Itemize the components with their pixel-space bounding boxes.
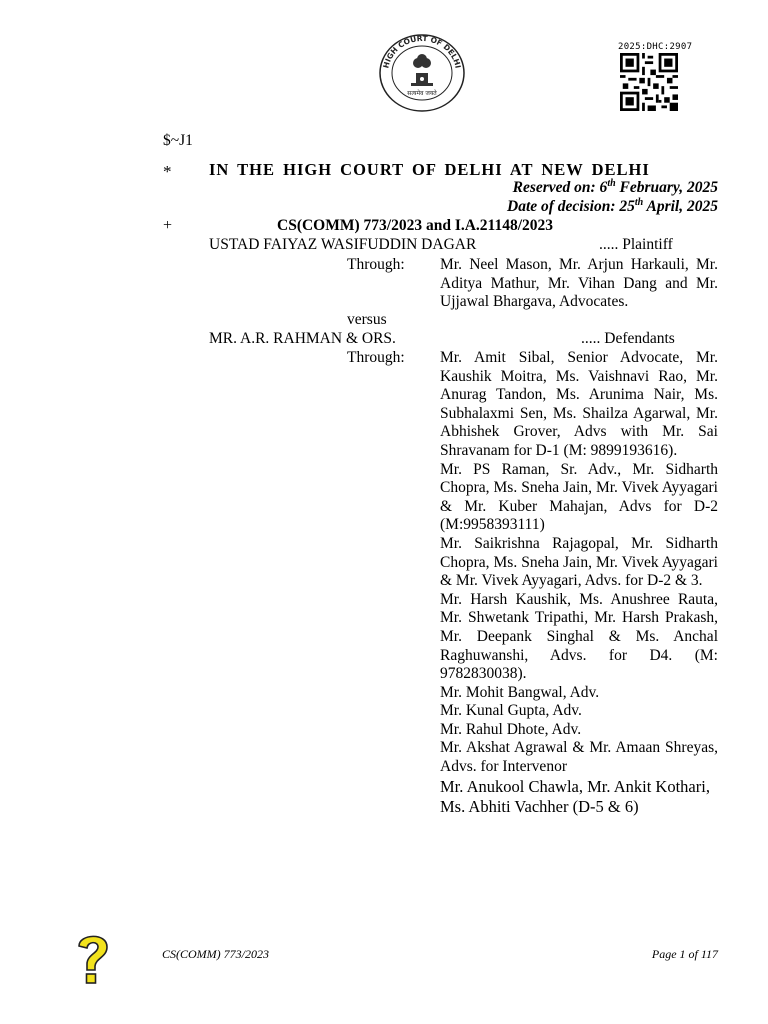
plaintiff-counsel: Mr. Neel Mason, Mr. Arjun Harkauli, Mr. Aditya Mathur, Mr. Vihan Dang and Mr. Ujjawal Bhargava, Advocates. [440, 256, 718, 311]
through-label: Through: [347, 256, 405, 273]
versus-label: versus [347, 311, 387, 328]
counsel-entry: Mr. Saikrishna Rajagopal, Mr. Sidharth Chopra, Ms. Sneha Jain, Mr. Vivek Ayyagari & Mr. Vivek Ayyagari, Advs. for D-2 & 3. [440, 534, 718, 590]
counsel-entry: Mr. Rahul Dhote, Adv. [440, 720, 582, 738]
question-mark-icon [70, 928, 116, 988]
through-label: Through: [347, 349, 405, 366]
defendant-name: MR. A.R. RAHMAN & ORS. [209, 330, 396, 347]
court-title: IN THE HIGH COURT OF DELHI AT NEW DELHI [209, 160, 650, 179]
plaintiff-role: ..... Plaintiff [599, 236, 673, 253]
reserved-on-date: Reserved on: 6th February, 2025 [512, 177, 718, 196]
emblem-motto: सत्यमेव जयते [407, 90, 437, 97]
footer-page-number: Page 1 of 117 [651, 947, 718, 961]
defendant-counsel-list [440, 349, 718, 817]
plaintiff-name: USTAD FAIYAZ WASIFUDDIN DAGAR [209, 236, 477, 253]
neutral-citation-text: 2025:DHC:2907 [618, 42, 693, 52]
court-emblem-logo [378, 33, 466, 113]
plus-marker: + [163, 217, 173, 234]
defendant-role: ..... Defendants [581, 330, 675, 347]
qr-code-icon [620, 53, 678, 111]
footer-case-number: CS(COMM) 773/2023 [162, 947, 269, 961]
counsel-entry: Mr. Kunal Gupta, Adv. [440, 702, 582, 720]
counsel-entry: Mr. Anukool Chawla, Mr. Ankit Kothari, Ms. Abhiti Vachher (D-5 & 6) [440, 776, 710, 816]
counsel-entry: Mr. Harsh Kaushik, Ms. Anushree Rauta, Mr. Shwetank Tripathi, Mr. Harsh Prakash, Mr. Deepank Singhal & Ms. Anchal Raghuwanshi, Advs. for D4. (M: 9782830038). [440, 590, 718, 683]
case-number: CS(COMM) 773/2023 and I.A.21148/2023 [277, 217, 553, 234]
counsel-entry: Mr. Amit Sibal, Senior Advocate, Mr. Kaushik Moitra, Ms. Vaishnavi Rao, Mr. Anurag Tandon, Ms. Arunima Nair, Ms. Subhalaxmi Sen, Ms. Shailza Agarwal, Mr. Abhishek Grover, Advs with Mr. Sai Shravanam for D-1 (M: 9899193616). [440, 349, 718, 459]
case-marker: $~J1 [163, 132, 193, 149]
star-marker: * [163, 162, 172, 181]
counsel-entry: Mr. PS Raman, Sr. Adv., Mr. Sidharth Chopra, Ms. Sneha Jain, Mr. Vivek Ayyagari & Mr. Kuber Mahajan, Advs for D-2 (M:9958393111) [440, 460, 718, 534]
emblem-ring-text: HIGH COURT OF DELHI [381, 33, 463, 70]
counsel-entry: Mr. Mohit Bangwal, Adv. [440, 683, 600, 701]
counsel-entry: Mr. Akshat Agrawal & Mr. Amaan Shreyas, Advs. for Intervenor [440, 739, 718, 776]
neutral-citation-block [618, 42, 696, 116]
decision-date: Date of decision: 25th April, 2025 [507, 196, 718, 215]
